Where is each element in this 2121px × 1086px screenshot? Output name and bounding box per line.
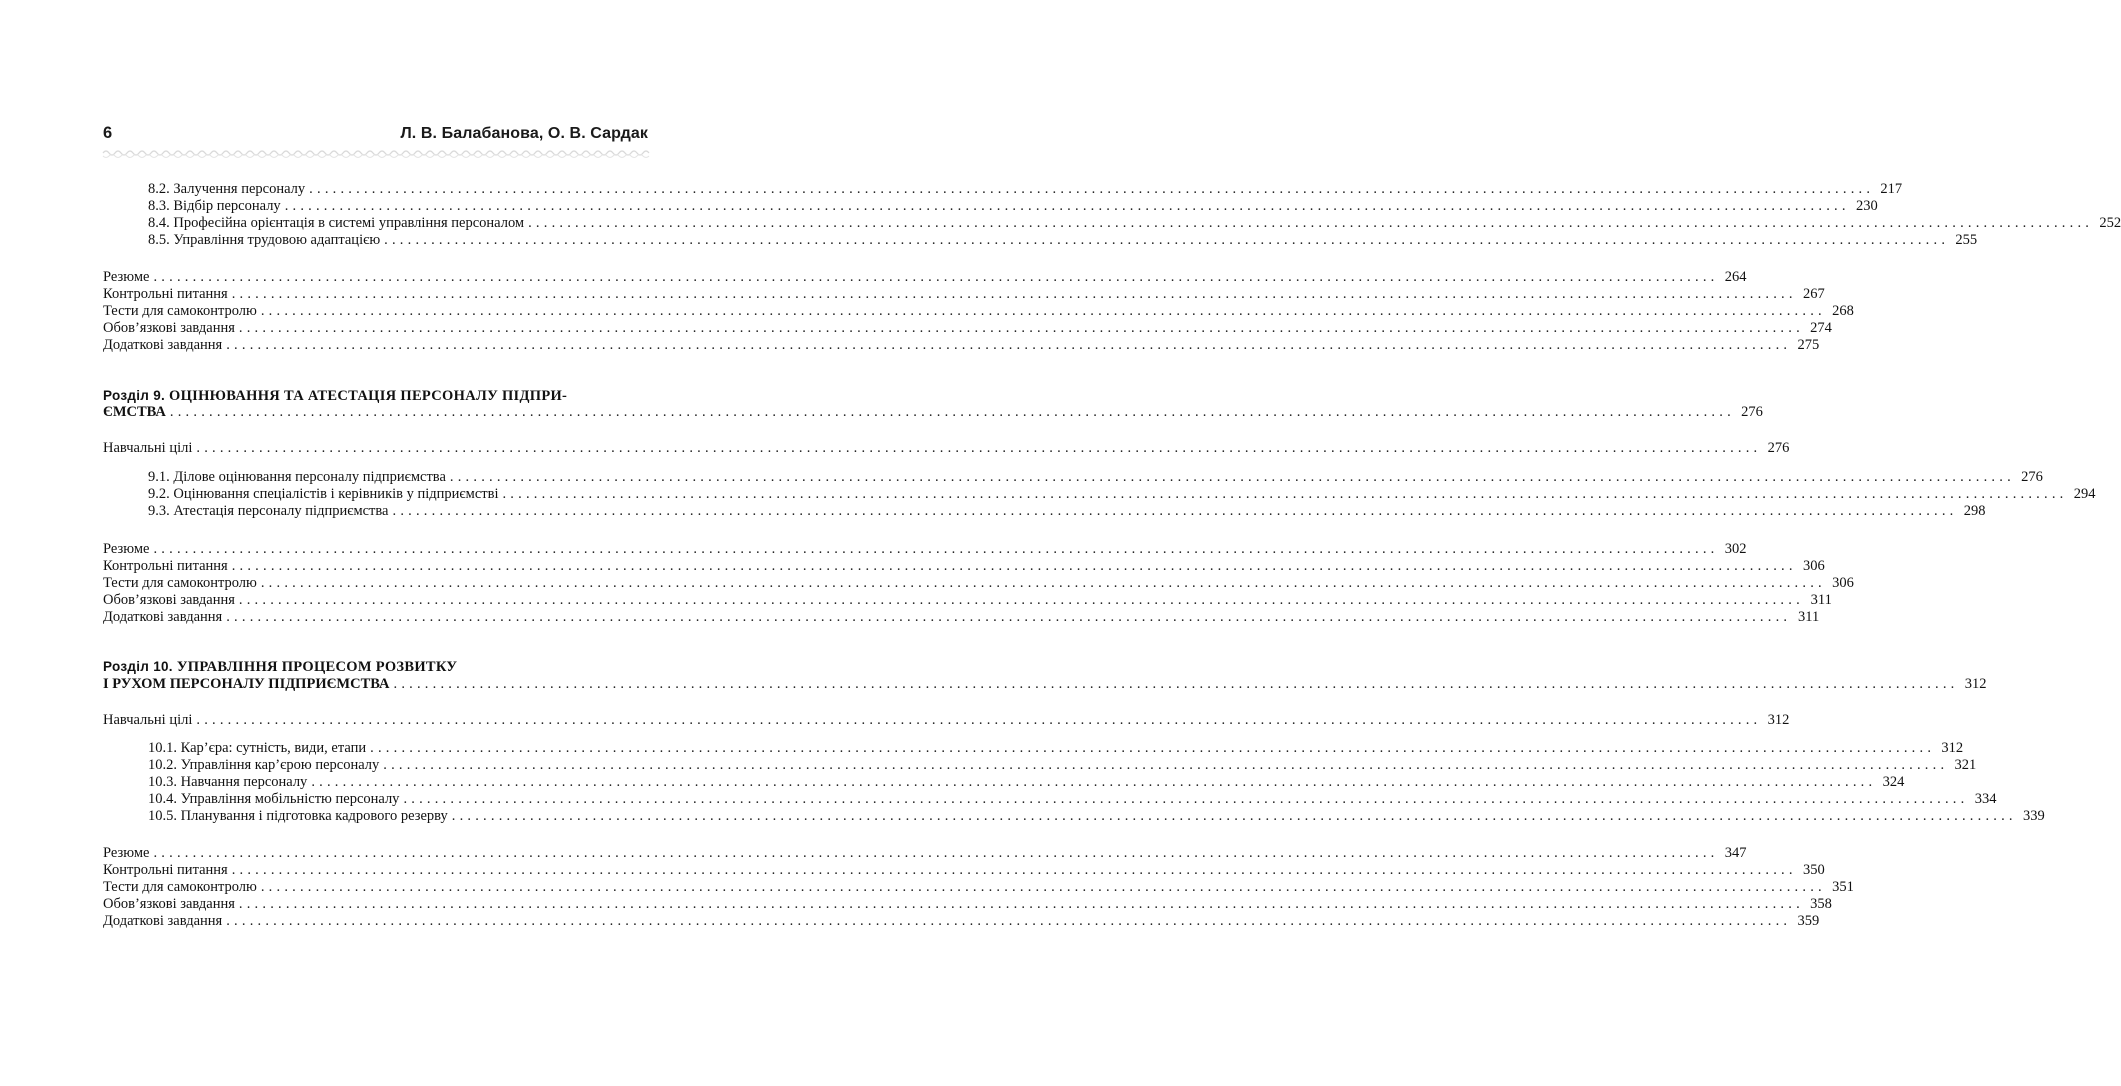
toc-entry[interactable] bbox=[103, 896, 1832, 913]
toc-entry-page: 359 bbox=[1797, 913, 1820, 929]
toc-entry-page: 294 bbox=[2073, 486, 2096, 502]
leader-dots: ........................................................................................................................................................................................................ bbox=[231, 286, 1797, 302]
toc-entry[interactable] bbox=[103, 609, 1820, 626]
toc-entry-page: 264 bbox=[1724, 269, 1747, 285]
toc-entry[interactable] bbox=[148, 808, 2045, 825]
toc-entry-title: Резюме bbox=[103, 269, 150, 285]
leader-dots: ........................................................................................................................................................................................................ bbox=[449, 469, 2015, 485]
toc-entry-page: 311 bbox=[1798, 609, 1820, 625]
toc-entry-title: Резюме bbox=[103, 541, 150, 557]
toc-entry-page: 217 bbox=[1880, 181, 1903, 197]
toc-entry-title: 8.3. Відбір персоналу bbox=[148, 198, 281, 214]
leader-dots: ........................................................................................................................................................................................................ bbox=[238, 592, 1804, 608]
toc-entry-title: Обов’язкові завдання bbox=[103, 592, 235, 608]
toc-entry-title: Резюме bbox=[103, 845, 150, 861]
toc-entry[interactable] bbox=[148, 791, 1997, 808]
toc-entry[interactable] bbox=[103, 303, 1854, 320]
leader-dots: ........................................................................................................................................................................................................ bbox=[383, 757, 1949, 773]
toc-entry-page: 311 bbox=[1810, 592, 1832, 608]
toc-entry-title: 8.4. Професійна орієнтація в системі управління персоналом bbox=[148, 215, 525, 231]
toc-entry-page: 358 bbox=[1810, 896, 1832, 912]
toc-entry-page: 324 bbox=[1882, 774, 1905, 790]
toc-entry-page: 276 bbox=[1767, 440, 1790, 456]
toc-entry[interactable] bbox=[148, 774, 1905, 791]
toc-entry-page: 350 bbox=[1802, 862, 1825, 878]
toc-entry-page: 351 bbox=[1832, 879, 1854, 895]
toc-entry-title: Тести для самоконтролю bbox=[103, 303, 257, 319]
leader-dots: ........................................................................................................................................................................................................ bbox=[196, 712, 1762, 728]
toc-entry[interactable] bbox=[103, 286, 1825, 303]
toc-entry-page: 306 bbox=[1832, 575, 1854, 591]
leader-dots: ........................................................................................................................................................................................................ bbox=[403, 791, 1969, 807]
toc-entry-title: 9.2. Оцінювання спеціалістів і керівників у підприємстві bbox=[148, 486, 499, 502]
toc-entry[interactable] bbox=[103, 913, 1820, 930]
toc-entry-title: 8.2. Залучення персоналу bbox=[148, 181, 306, 197]
page-header bbox=[103, 124, 648, 143]
toc-entry-page: 275 bbox=[1797, 337, 1820, 353]
chapter-prefix: Розділ 10. bbox=[103, 659, 173, 674]
leader-dots: ........................................................................................................................................................................................................ bbox=[260, 879, 1826, 895]
toc-entry-page: 312 bbox=[1964, 676, 1987, 692]
leader-dots: ........................................................................................................................................................................................................ bbox=[169, 404, 1735, 420]
toc-entry-title: Тести для самоконтролю bbox=[103, 575, 257, 591]
chapter-title-line2: І РУХОМ ПЕРСОНАЛУ ПІДПРИЄМСТВА bbox=[103, 676, 390, 692]
toc-entry-title: 9.3. Атестація персоналу підприємства bbox=[148, 503, 389, 519]
leader-dots: ........................................................................................................................................................................................................ bbox=[226, 609, 1792, 625]
toc-entry[interactable] bbox=[103, 575, 1854, 592]
toc-entry-page: 268 bbox=[1832, 303, 1854, 319]
toc-entry-title: Обов’язкові завдання bbox=[103, 320, 235, 336]
toc-entry-title: Обов’язкові завдання bbox=[103, 896, 235, 912]
toc-entry[interactable] bbox=[148, 503, 1986, 520]
leader-dots: ........................................................................................................................................................................................................ bbox=[284, 198, 1850, 214]
toc-entry-title: Навчальні цілі bbox=[103, 712, 193, 728]
toc-entry-title: Навчальні цілі bbox=[103, 440, 193, 456]
toc-entry-page: 302 bbox=[1724, 541, 1747, 557]
leader-dots: ........................................................................................................................................................................................................ bbox=[260, 303, 1826, 319]
leader-dots: ........................................................................................................................................................................................................ bbox=[451, 808, 2017, 824]
toc-entry-page: 306 bbox=[1802, 558, 1825, 574]
chapter-title-line1: ОЦІНЮВАННЯ ТА АТЕСТАЦІЯ ПЕРСОНАЛУ ПІДПРИ- bbox=[169, 388, 568, 404]
toc-entry[interactable] bbox=[103, 269, 1747, 286]
leader-dots: ........................................................................................................................................................................................................ bbox=[153, 269, 1719, 285]
leader-dots: ........................................................................................................................................................................................................ bbox=[196, 440, 1762, 456]
chapter-9-title-line2[interactable] bbox=[103, 404, 1763, 421]
toc-entry-page: 339 bbox=[2023, 808, 2045, 824]
toc-entry-page: 312 bbox=[1767, 712, 1790, 728]
toc-entry-page: 276 bbox=[2021, 469, 2043, 485]
toc-entry[interactable] bbox=[103, 845, 1747, 862]
leader-dots: ........................................................................................................................................................................................................ bbox=[502, 486, 2068, 502]
page-number: 6 bbox=[103, 124, 113, 142]
toc-entry-page: 252 bbox=[2099, 215, 2121, 231]
toc-entry-title: Тести для самоконтролю bbox=[103, 879, 257, 895]
toc-entry[interactable] bbox=[103, 558, 1825, 575]
toc-entry-title: Додаткові завдання bbox=[103, 913, 223, 929]
toc-entry-title: 10.2. Управління кар’єрою персоналу bbox=[148, 757, 380, 773]
leader-dots: ........................................................................................................................................................................................................ bbox=[231, 558, 1797, 574]
toc-entry-title: Додаткові завдання bbox=[103, 337, 223, 353]
toc-entry[interactable] bbox=[148, 486, 2096, 503]
chapter-title-line2: ЄМСТВА bbox=[103, 404, 166, 420]
chapter-9-title[interactable] bbox=[103, 387, 648, 405]
toc-entry-title: Контрольні питання bbox=[103, 558, 228, 574]
leader-dots: ........................................................................................................................................................................................................ bbox=[153, 845, 1719, 861]
toc-entry[interactable] bbox=[148, 198, 1878, 215]
leader-dots: ........................................................................................................................................................................................................ bbox=[238, 320, 1804, 336]
toc-entry-title: Контрольні питання bbox=[103, 862, 228, 878]
toc-entry[interactable] bbox=[148, 740, 1964, 757]
leader-dots: ........................................................................................................................................................................................................ bbox=[309, 181, 1875, 197]
leader-dots: ........................................................................................................................................................................................................ bbox=[153, 541, 1719, 557]
toc-entry[interactable] bbox=[103, 320, 1832, 337]
toc-entry[interactable] bbox=[148, 215, 2121, 232]
toc-entry[interactable] bbox=[103, 541, 1747, 558]
toc-entry-title: 8.5. Управління трудовою адаптацією bbox=[148, 232, 381, 248]
toc-entry-title: Контрольні питання bbox=[103, 286, 228, 302]
toc-entry-title: 10.5. Планування і підготовка кадрового резерву bbox=[148, 808, 448, 824]
leader-dots: ........................................................................................................................................................................................................ bbox=[226, 337, 1792, 353]
toc-entry[interactable] bbox=[148, 232, 1978, 249]
toc-entry-title: 10.1. Кар’єра: сутність, види, етапи bbox=[148, 740, 367, 756]
leader-dots: ........................................................................................................................................................................................................ bbox=[392, 503, 1958, 519]
leader-dots: ........................................................................................................................................................................................................ bbox=[384, 232, 1950, 248]
toc-entry-page: 334 bbox=[1974, 791, 1997, 807]
toc-entry[interactable] bbox=[103, 592, 1832, 609]
toc-entry-page: 274 bbox=[1810, 320, 1832, 336]
toc-entry[interactable] bbox=[148, 757, 1977, 774]
toc-entry-title: 10.4. Управління мобільністю персоналу bbox=[148, 791, 400, 807]
toc-entry-page: 321 bbox=[1954, 757, 1977, 773]
toc-entry-page: 230 bbox=[1855, 198, 1878, 214]
toc-entry[interactable] bbox=[148, 181, 1903, 198]
leader-dots: ........................................................................................................................................................................................................ bbox=[260, 575, 1826, 591]
chapter-10-title[interactable] bbox=[103, 658, 648, 676]
toc-entry-page: 267 bbox=[1802, 286, 1825, 302]
toc-entry-page: 347 bbox=[1724, 845, 1747, 861]
leader-dots: ........................................................................................................................................................................................................ bbox=[311, 774, 1877, 790]
running-head-authors: Л. В. Балабанова, О. В. Сардак bbox=[400, 125, 648, 142]
chapter-title-line1: УПРАВЛІННЯ ПРОЦЕСОМ РОЗВИТКУ bbox=[176, 659, 458, 675]
chapter-prefix: Розділ 9. bbox=[103, 388, 166, 403]
leader-dots: ........................................................................................................................................................................................................ bbox=[393, 676, 1959, 692]
toc-entry-page: 298 bbox=[1963, 503, 1986, 519]
leader-dots: ........................................................................................................................................................................................................ bbox=[238, 896, 1804, 912]
leader-dots: ........................................................................................................................................................................................................ bbox=[528, 215, 2094, 231]
leader-dots: ........................................................................................................................................................................................................ bbox=[231, 862, 1797, 878]
toc-entry[interactable] bbox=[103, 440, 1790, 457]
toc-entry-title: 9.1. Ділове оцінювання персоналу підприємства bbox=[148, 469, 446, 485]
toc-entry-page: 255 bbox=[1955, 232, 1978, 248]
toc-entry[interactable] bbox=[103, 862, 1825, 879]
toc-entry-page: 312 bbox=[1941, 740, 1964, 756]
leader-dots: ........................................................................................................................................................................................................ bbox=[370, 740, 1936, 756]
toc-entry[interactable] bbox=[103, 337, 1820, 354]
toc-entry-title: Додаткові завдання bbox=[103, 609, 223, 625]
toc-entry[interactable] bbox=[148, 469, 2043, 486]
leader-dots: ........................................................................................................................................................................................................ bbox=[226, 913, 1792, 929]
toc-entry[interactable] bbox=[103, 879, 1854, 896]
chapter-10-title-line2[interactable] bbox=[103, 676, 1987, 693]
toc-entry-page: 276 bbox=[1741, 404, 1763, 420]
toc-entry-title: 10.3. Навчання персоналу bbox=[148, 774, 308, 790]
header-ornament-divider bbox=[103, 148, 648, 160]
toc-entry[interactable] bbox=[103, 712, 1790, 729]
